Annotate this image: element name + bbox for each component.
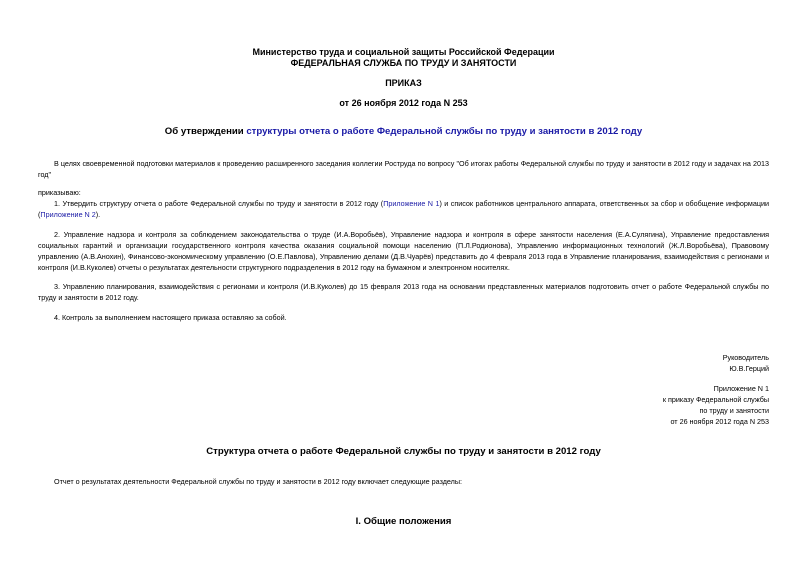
item-4-paragraph: 4. Контроль за выполнением настоящего приказа оставляю за собой.	[54, 313, 287, 322]
item-1-text-c: ).	[95, 210, 101, 219]
document-title	[0, 126, 807, 138]
section-1-heading: I. Общие положения	[355, 516, 452, 527]
appendix-1-link[interactable]: Приложение N 1	[383, 199, 440, 208]
item-3-paragraph: 3. Управлению планирования, взаимодействия с регионами и контроля (И.В.Куколев) до 15 февраля 2013 года на основании представленных материалов подготовить отчет о работе Федеральной службы по труду и занятости в 2012 году.	[38, 282, 769, 302]
item-1-paragraph	[38, 198, 769, 220]
document-type: ПРИКАЗ	[385, 78, 422, 88]
order-word: приказываю:	[38, 188, 81, 197]
appendix-line-3: по труду и занятости	[699, 406, 769, 415]
appendix-2-link[interactable]: Приложение N 2	[40, 210, 96, 219]
structure-title: Структура отчета о работе Федеральной службы по труду и занятости в 2012 году	[206, 446, 601, 457]
item-2-paragraph: 2. Управление надзора и контроля за соблюдением законодательства о труде (И.А.Воробьёв), Управление надзора и контроля в сфере занятости населения (Е.А.Сулягина), Управление предоставления социальных гарантий и организации государственного контроля качества оказания социальной помощи населению (П.Л.Родионова), Управлению информационных технологий (Ж.Л.Воробьёва), Правовому управлению (А.В.Анохин), Финансово-экономическому управлению (О.Е.Павлова), Управлению делами (Д.В.Чуарёв) представить до 4 февраля 2013 года в Управление планирования, взаимодействия с регионами и контроля (И.В.Куколев) отчеты о результатах деятельности структурного подразделения в 2012 году на бумажном и электронном носителях.	[38, 230, 769, 272]
signature-name: Ю.В.Герций	[729, 364, 769, 373]
document-date-number: от 26 ноября 2012 года N 253	[339, 98, 468, 108]
appendix-line-4: от 26 ноября 2012 года N 253	[670, 417, 769, 426]
signature-block	[723, 352, 769, 374]
service-name: ФЕДЕРАЛЬНАЯ СЛУЖБА ПО ТРУДУ И ЗАНЯТОСТИ	[290, 58, 517, 68]
signature-position: Руководитель	[722, 353, 769, 362]
appendix-line-1: Приложение N 1	[713, 384, 769, 393]
item-1-text-a: 1. Утвердить структуру отчета о работе Федеральной службы по труду и занятости в 2012 году (	[54, 199, 384, 208]
document-title-prefix: Об утверждении	[164, 126, 247, 137]
preamble-paragraph: В целях своевременной подготовки материалов к проведению расширенного заседания коллегии Роструда по вопросу "Об итогах работы Федеральной службы по труду и занятости в 2012 году и задачах на 2013 год"	[38, 159, 769, 179]
ministry-name: Министерство труда и социальной защиты Российской Федерации	[252, 47, 555, 57]
document-title-link[interactable]: структуры отчета о работе Федеральной службы по труду и занятости в 2012 году	[246, 126, 643, 137]
appendix-header	[663, 383, 769, 427]
item-1-text-b: ) и список работников центрального аппарата, ответственных за сбор и обобщение информации (	[38, 199, 769, 219]
structure-intro: Отчет о результатах деятельности Федеральной службы по труду и занятости в 2012 году включает следующие разделы:	[54, 477, 463, 486]
appendix-line-2: к приказу Федеральной службы	[662, 395, 769, 404]
